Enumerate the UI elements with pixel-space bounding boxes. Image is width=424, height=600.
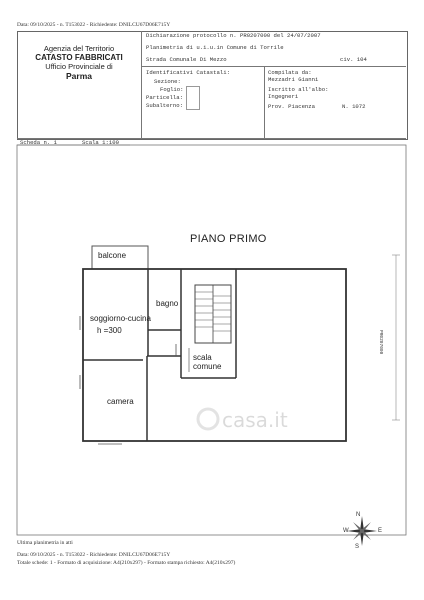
register-number: N. 1072	[342, 103, 366, 110]
room-balcone: balcone	[98, 251, 127, 260]
room-camera: camera	[107, 397, 134, 406]
compiled-name: Mezzadri Gianni	[268, 76, 319, 83]
sezione-label: Sezione:	[154, 78, 181, 85]
room-soggiorno: soggiorno-cucina	[90, 314, 151, 323]
civic-number: civ. 104	[340, 56, 367, 63]
footer-last-plan: Ultima planimetria in atti	[17, 540, 73, 546]
plan-title: PIANO PRIMO	[190, 233, 267, 245]
footer-stamp: Data: 09/10/2025 - n. T153022 - Richiedente: DNILCU67D06E715Y	[17, 552, 171, 558]
agency-line4: Parma	[66, 71, 92, 81]
watermark-logo	[198, 409, 218, 429]
agency-line1: Agenzia del Territorio	[43, 44, 115, 53]
side-note: PR0207000	[378, 330, 383, 355]
agency-line3: Ufficio Provinciale di	[45, 62, 113, 71]
footer-sheets: Totale schede: 1 - Formato di acquisizione: A4(210x297) - Formato stampa richiesto: A4(210x297)	[17, 560, 236, 566]
subalterno-label: Subalterno:	[146, 102, 183, 109]
compiled-label: Compilata da:	[268, 69, 312, 76]
windows	[80, 316, 176, 444]
room-bagno: bagno	[156, 299, 179, 308]
drawing-frame	[17, 145, 406, 535]
watermark-text: casa.it	[222, 408, 288, 432]
enrolled-label: Iscritto all'albo:	[268, 86, 329, 93]
enrolled-value: Ingegneri	[268, 93, 299, 100]
compass-s: S	[355, 544, 360, 550]
declaration: Dichiarazione protocollo n. PR0207000 del 24/07/2007	[146, 32, 321, 39]
room-height: h =300	[97, 326, 122, 335]
foglio-label: Foglio:	[160, 86, 184, 93]
province: Prov. Piacenza	[268, 103, 315, 110]
identifiers-label: Identificativi Catastali:	[146, 69, 230, 76]
room-scala: scala	[193, 353, 212, 362]
plan-location: Planimetria di u.i.u.in Comune di Torrile	[146, 44, 284, 51]
compass-n: N	[356, 512, 361, 518]
particella-label: Particella:	[146, 94, 183, 101]
top-stamp: Data: 09/10/2025 - n. T153022 - Richiedente: DNILCU67D06E715Y	[17, 22, 171, 28]
street: Strada Comunale Di Mezzo	[146, 56, 227, 63]
room-comune: comune	[193, 362, 222, 371]
scheda: Scheda n. 1	[20, 139, 57, 146]
compass-e: E	[378, 528, 383, 534]
outer-walls	[83, 269, 346, 441]
agency-line2: CATASTO FABBRICATI	[35, 53, 123, 62]
compass-rose	[347, 516, 377, 546]
compass-w: W	[343, 528, 349, 534]
scala-ratio: Scala 1:100	[82, 139, 119, 146]
